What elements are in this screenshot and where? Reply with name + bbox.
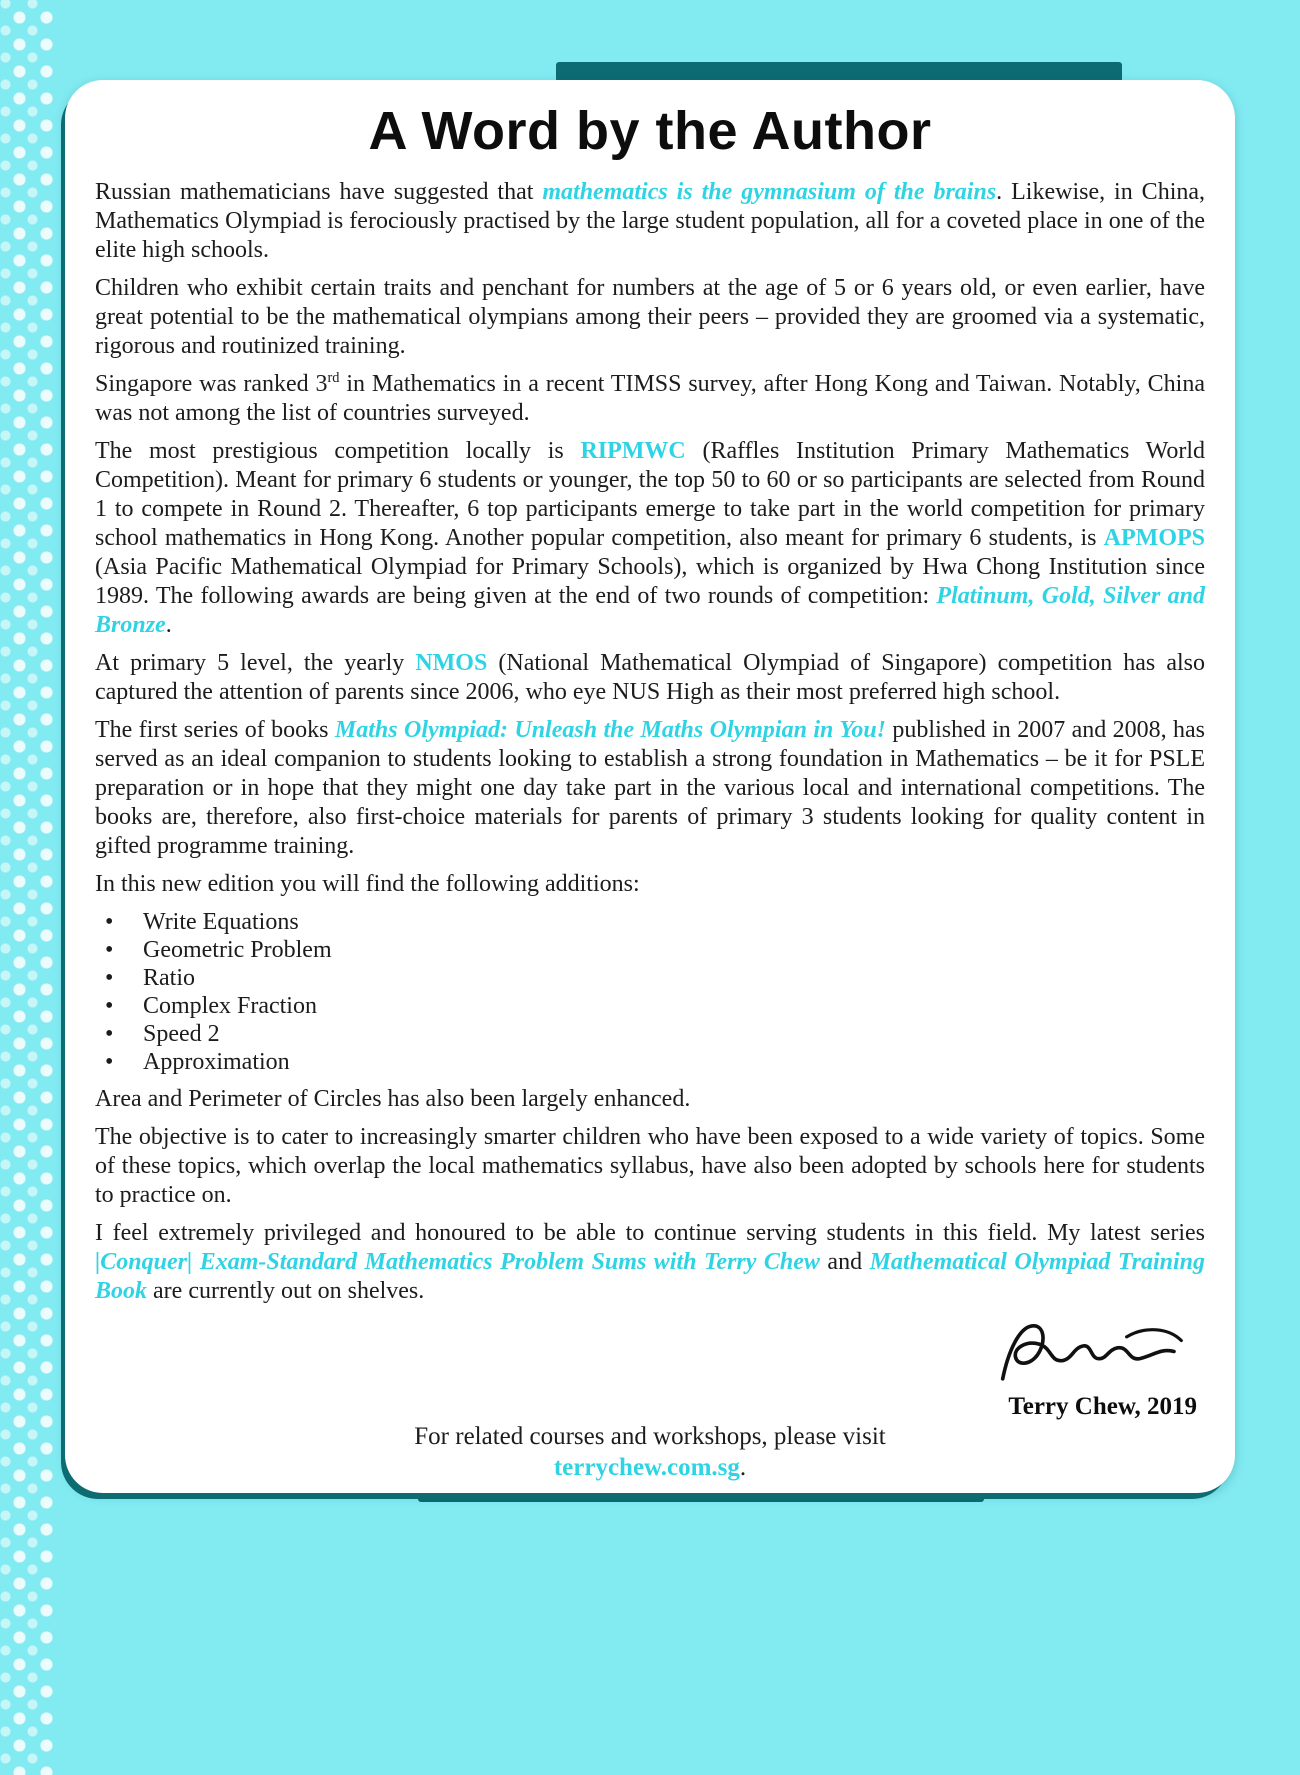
paragraph <box>95 437 1205 640</box>
text-segment: and <box>819 1249 870 1275</box>
signature-icon <box>987 1315 1197 1397</box>
text-segment: Mathematical Olympiad Training Book <box>95 1249 1206 1304</box>
list-item: • Write Equations <box>95 908 1205 936</box>
text-segment: mathematics is the gymnasium of the brains <box>542 179 997 205</box>
list-item: • Geometric Problem <box>95 936 1205 964</box>
text-segment: The most prestigious competition locally is <box>95 438 581 464</box>
text-segment: At primary 5 level, the yearly <box>95 650 416 676</box>
list-item: • Approximation <box>95 1048 1205 1076</box>
text-segment: published in 2007 and 2008, has served as an ideal companion to students looking to establish a strong foundation in Mathematics – be it for PSLE preparation or in hope that they might one day take part in the various local and international competitions. The books are, therefore, also first-choice materials for parents of primary 3 students looking for quality content in gifted programme training. <box>95 717 1206 859</box>
additions-list <box>95 908 1205 1076</box>
text-segment: APMOPS <box>1103 525 1205 551</box>
paragraph <box>95 649 1205 707</box>
paragraph <box>95 274 1205 361</box>
signature-block <box>95 1315 1197 1421</box>
page-title: A Word by the Author <box>368 101 932 161</box>
text-segment: Maths Olympiad: Unleash the Maths Olympian in You! <box>334 717 887 743</box>
text-segment: Platinum, Gold, Silver and Bronze <box>95 583 1206 638</box>
text-segment: (Asia Pacific Mathematical Olympiad for Primary Schools), which is organized by Hwa Chong Institution since 1989. The following awards are being given at the end of two rounds of competition: <box>95 554 1205 609</box>
text-segment: The first series of books <box>95 717 335 743</box>
text-segment: . Likewise, in China, Mathematics Olympiad is ferociously practised by the large student population, all for a coveted place in one of the elite high schools. <box>95 179 1206 263</box>
text-segment: (Raffles Institution Primary Mathematics World Competition). Meant for primary 6 students or younger, the top 50 to 60 or so participants are selected from Round 1 to compete in Round 2. Thereafter, 6 top participants emerge to take part in the world competition for primary school mathematics in Hong Kong. Another popular competition, also meant for primary 6 students, is <box>95 438 1205 551</box>
text-segment: Children who exhibit certain traits and penchant for numbers at the age of 5 or 6 years old, or even earlier, have great potential to be the mathematical olympians among their peers – provided they are groomed via a systematic, rigorous and routinized training. <box>95 275 1205 359</box>
footer <box>95 1423 1205 1482</box>
text-segment: are currently out on shelves. <box>147 1278 425 1304</box>
paragraph <box>95 716 1205 861</box>
paragraph <box>95 1085 1205 1114</box>
paragraph <box>95 870 1205 899</box>
text-segment: NMOS <box>415 650 488 676</box>
paragraph <box>95 1219 1205 1306</box>
footer-period: . <box>739 1454 747 1481</box>
halftone-dots-decoration <box>0 0 54 1775</box>
text-segment: Russian mathematicians have suggested that <box>95 179 543 205</box>
paragraph <box>95 1123 1205 1210</box>
text-segment: RIPMWC <box>580 438 686 464</box>
footer-text: For related courses and workshops, please visit <box>414 1423 886 1450</box>
text-segment: Singapore was ranked 3 <box>95 371 328 397</box>
paragraph <box>95 178 1205 265</box>
decor-strip-top <box>556 62 1122 82</box>
website-link[interactable]: terrychew.com.sg <box>553 1454 740 1481</box>
text-segment: rd <box>327 370 340 386</box>
footer-link-line <box>95 1454 1205 1482</box>
author-note-card <box>65 80 1235 1493</box>
signature-caption: Terry Chew, 2019 <box>1008 1393 1197 1420</box>
text-segment: The objective is to cater to increasingly smarter children who have been exposed to a wide variety of topics. Some of these topics, which overlap the local mathematics syllabus, have also been adopted by schools here for students to practice on. <box>95 1124 1205 1208</box>
body-content <box>95 178 1205 1306</box>
text-segment: (National Mathematical Olympiad of Singapore) competition has also captured the attention of parents since 2006, who eye NUS High as their most preferred high school. <box>95 650 1206 705</box>
list-item: • Complex Fraction <box>95 992 1205 1020</box>
text-segment: . <box>165 612 172 638</box>
list-item: • Speed 2 <box>95 1020 1205 1048</box>
text-segment: Area and Perimeter of Circles has also been largely enhanced. <box>95 1086 691 1112</box>
paragraph <box>95 370 1205 428</box>
text-segment: I feel extremely privileged and honoured to be able to continue serving students in this field. My latest series <box>95 1220 1205 1246</box>
text-segment: in Mathematics in a recent TIMSS survey, after Hong Kong and Taiwan. Notably, China was not among the list of countries surveyed. <box>95 371 1205 426</box>
text-segment: In this new edition you will find the following additions: <box>95 871 640 897</box>
list-item: • Ratio <box>95 964 1205 992</box>
text-segment: |Conquer| Exam-Standard Mathematics Problem Sums with Terry Chew <box>95 1249 820 1275</box>
